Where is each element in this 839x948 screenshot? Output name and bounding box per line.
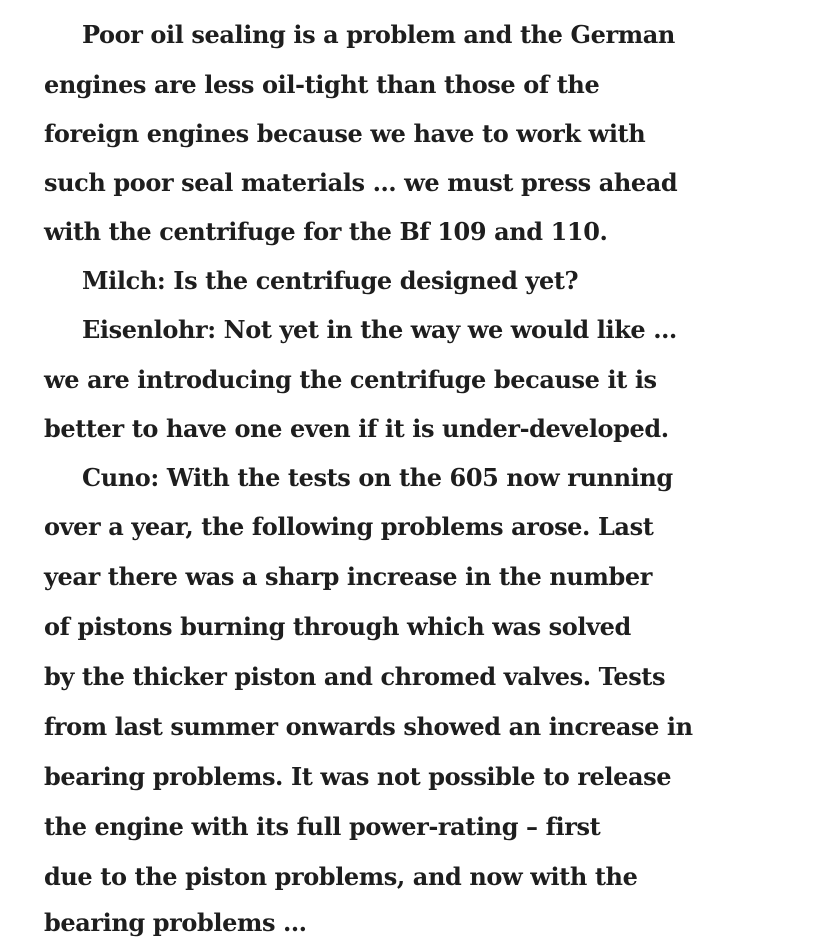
text-line: bearing problems. It was not possible to release <box>44 762 672 791</box>
text-line: engines are less oil-tight than those of the <box>44 70 600 99</box>
text-line: Eisenlohr: Not yet in the way we would like … <box>82 315 677 344</box>
text-line: foreign engines because we have to work with <box>44 119 646 148</box>
text-line: Cuno: With the tests on the 605 now running <box>82 463 673 492</box>
text-line: the engine with its full power-rating – first <box>44 812 601 841</box>
text-line: year there was a sharp increase in the number <box>44 562 652 591</box>
text-line: from last summer onwards showed an increase in <box>44 712 693 741</box>
text-line: better to have one even if it is under-developed. <box>44 414 669 443</box>
text-line: by the thicker piston and chromed valves. Tests <box>44 662 666 691</box>
text-line: of pistons burning through which was solved <box>44 612 631 641</box>
text-line: Milch: Is the centrifuge designed yet? <box>82 266 579 295</box>
text-line: over a year, the following problems arose. Last <box>44 512 654 541</box>
text-line: we are introducing the centrifuge because it is <box>44 365 657 394</box>
text-line: bearing problems … <box>44 908 307 937</box>
text-line: due to the piston problems, and now with the <box>44 862 638 891</box>
text-line: with the centrifuge for the Bf 109 and 110. <box>44 217 608 246</box>
text-line: Poor oil sealing is a problem and the German <box>82 20 675 49</box>
text-line: such poor seal materials … we must press ahead <box>44 168 678 197</box>
